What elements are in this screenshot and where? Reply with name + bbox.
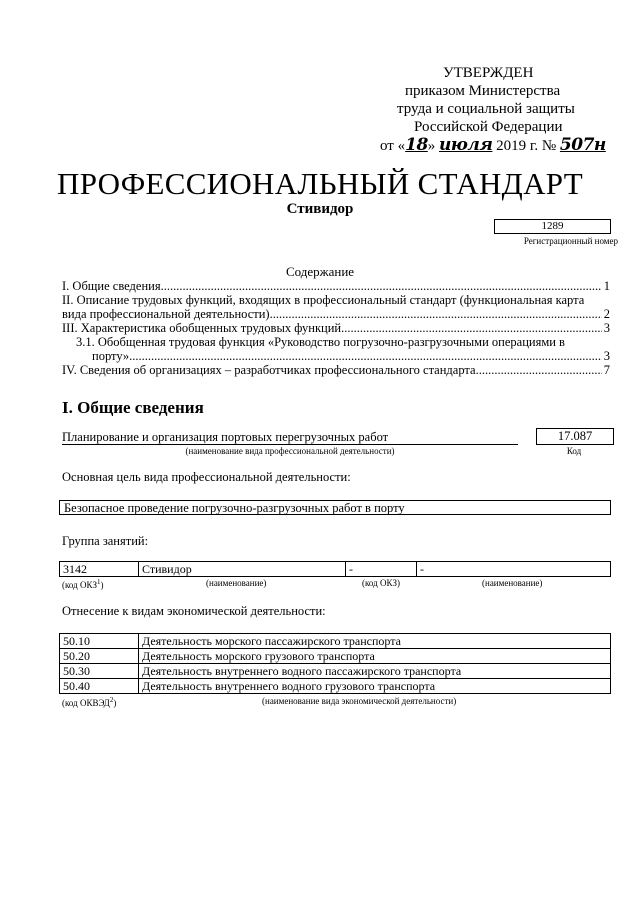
toc-item[interactable]: II. Описание трудовых функций, входящих в профессиональный стандарт (функциональная карта	[62, 293, 585, 307]
activity-code-box: 17.087	[536, 428, 614, 445]
okved-name-cell: Деятельность морского пассажирского транспорта	[139, 634, 611, 649]
section-heading: I. Общие сведения	[62, 398, 204, 417]
registration-number-box: 1289	[494, 219, 611, 234]
table-row	[60, 664, 611, 679]
contents-heading: Содержание	[285, 264, 355, 279]
document-title: ПРОФЕССИОНАЛЬНЫЙ СТАНДАРТ	[57, 166, 583, 201]
group-label: Группа занятий:	[62, 534, 149, 548]
okz-code-cell: 3142	[60, 562, 139, 577]
toc-item[interactable]: IV. Сведения об организациях – разработчиках профессионального стандарта ..... 7	[62, 363, 610, 377]
table-row	[60, 679, 611, 694]
toc-item[interactable]: III. Характеристика обобщенных трудовых функций ..... 3	[62, 321, 610, 335]
approval-date-line: от «18» июля 2019 г. № 507н	[380, 135, 606, 155]
group-caption: (наименование)	[206, 578, 267, 588]
table-row	[60, 649, 611, 664]
table-row	[60, 562, 611, 577]
okved-code-cell: 50.40	[60, 679, 139, 694]
okz-name-cell: Стивидор	[139, 562, 346, 577]
group-caption: (код ОКЗ$^1$)	[62, 578, 104, 590]
okved-caption: (код ОКВЭД$^2$)	[62, 696, 117, 708]
approval-block	[380, 64, 620, 155]
approval-line: Российской Федерации	[414, 119, 563, 135]
okved-table	[59, 633, 611, 694]
econ-label: Отнесение к видам экономической деятельности:	[62, 604, 326, 618]
table-row	[60, 634, 611, 649]
toc-item[interactable]: 3.1. Обобщенная трудовая функция «Руководство погрузочно-разгрузочными операциями в	[76, 335, 565, 349]
goal-label: Основная цель вида профессиональной деятельности:	[62, 470, 351, 484]
okved-code-cell: 50.10	[60, 634, 139, 649]
code-label: Код	[566, 446, 582, 456]
okved-name-cell: Деятельность морского грузового транспорта	[139, 649, 611, 664]
approval-line: УТВЕРЖДЕН	[443, 65, 534, 81]
toc-item-continued[interactable]: вида профессиональной деятельности) ..... 2	[62, 307, 610, 321]
table-of-contents	[62, 279, 610, 389]
activity-name-field: Планирование и организация портовых перегрузочных работ	[62, 430, 518, 445]
group-caption: (код ОКЗ)	[362, 578, 400, 588]
approval-line: труда и социальной защиты	[397, 101, 575, 117]
occupation-group-table	[59, 561, 611, 577]
toc-item[interactable]: I. Общие сведения ..... 1	[62, 279, 610, 293]
order-number: 507н	[559, 135, 606, 155]
okved-code-cell: 50.20	[60, 649, 139, 664]
registration-label: Регистрационный номер	[523, 236, 618, 246]
okz-code-cell: -	[346, 562, 417, 577]
date-month: июля	[439, 135, 493, 155]
document-subtitle: Стивидор	[286, 201, 354, 217]
date-day: 18	[405, 135, 428, 155]
toc-item-continued[interactable]: порту» ..... 3	[92, 349, 610, 363]
goal-field: Безопасное проведение погрузочно-разгрузочных работ в порту	[59, 500, 611, 515]
okved-caption: (наименование вида экономической деятельности)	[262, 696, 457, 706]
okz-name-cell: -	[417, 562, 611, 577]
activity-caption: (наименование вида профессиональной деятельности)	[185, 446, 395, 456]
okved-name-cell: Деятельность внутреннего водного грузового транспорта	[139, 679, 611, 694]
okved-code-cell: 50.30	[60, 664, 139, 679]
group-caption: (наименование)	[482, 578, 543, 588]
okved-name-cell: Деятельность внутреннего водного пассажирского транспорта	[139, 664, 611, 679]
approval-line: приказом Министерства	[405, 83, 561, 99]
